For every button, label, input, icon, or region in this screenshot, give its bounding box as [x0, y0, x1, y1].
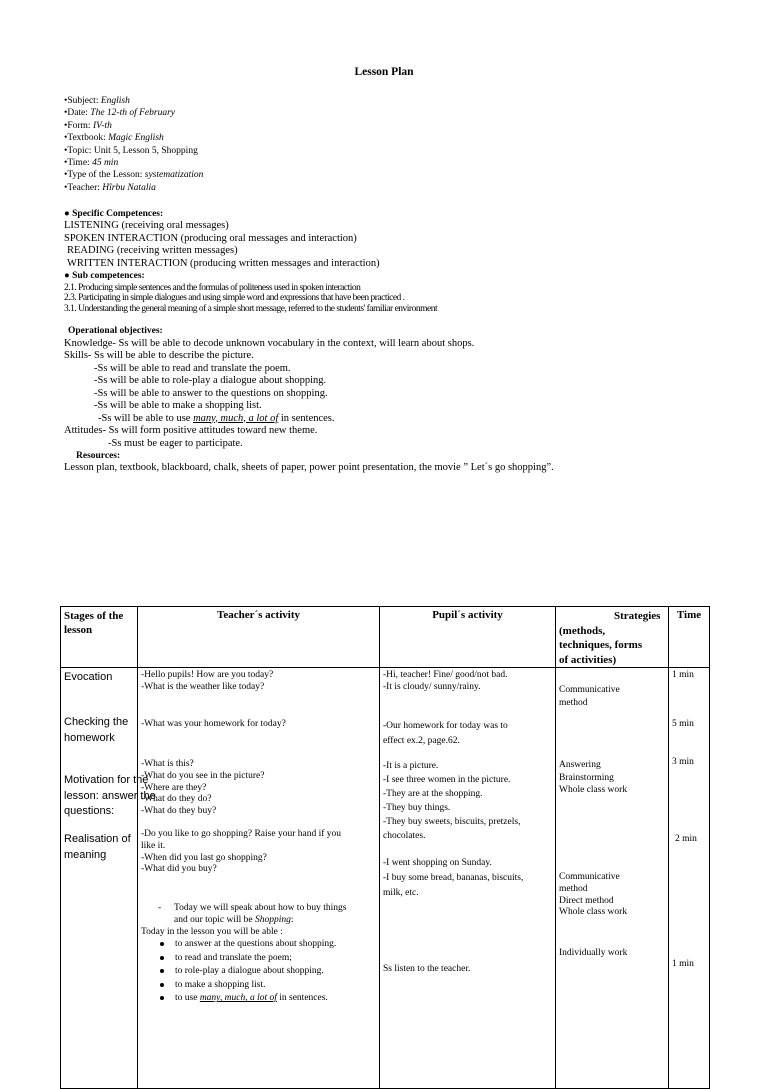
competence-item: READING (receiving written messages) [67, 245, 238, 257]
table-header-row [61, 607, 710, 668]
bullet-dot-icon [160, 956, 164, 960]
teacher-homework: -What was your homework for today? [141, 719, 286, 729]
info-date: •Date: The 12-th of February [64, 108, 175, 119]
objective-skill: -Ss will be able to make a shopping list. [94, 400, 262, 411]
info-subject: •Subject: English [64, 96, 130, 106]
objective-skill: -Ss will be able to answer to the questions on shopping. [94, 387, 328, 399]
header-pupil: Pupil´s activity [380, 607, 556, 668]
sub-competence-item: 2.1. Producing simple sentences and the formulas of politeness used in spoken interaction [64, 282, 361, 293]
pupil-realisation: -I went shopping on Sunday. -I buy some bread, bananas, biscuits, milk, etc. [383, 858, 524, 898]
stage-evocation: Evocation [64, 671, 113, 683]
info-textbook: •Textbook: Magic English [64, 133, 164, 144]
objective-skill-use: -Ss will be able to use many, much, a lot of in sentences. [98, 412, 335, 424]
teacher-goals-list: to answer at the questions about shopping. to read and translate the poem; to role-play a dialogue about shopping. to make a shopping list. to use many, much, a lot of in sentences. [175, 939, 337, 1004]
stage-homework: Checking the homework [64, 716, 129, 744]
sub-competences-heading: ● Sub competences: [64, 271, 145, 281]
header-time: Time [669, 607, 710, 668]
info-form: •Form: IV-th [64, 120, 112, 131]
lesson-stages-table [60, 606, 710, 1089]
bullet-dot-icon [160, 983, 164, 987]
objective-skills: Skills- Ss will be able to describe the picture. [64, 350, 254, 361]
info-topic: •Topic: Unit 5, Lesson 5, Shopping [64, 145, 198, 156]
bullet-dot-icon [160, 996, 164, 1000]
stage-motivation: Motivation for the lesson: answer the questions: [64, 774, 156, 817]
time-value: 2 min [675, 834, 697, 844]
strategy-direct: Communicative method Direct method Whole class work [559, 872, 628, 918]
teacher-today-dash: - [158, 903, 162, 913]
competences-heading: ● Specific Competences: [64, 209, 164, 219]
sub-competence-item: 2.3. Participating in simple dialogues and using simple word and expressions that have been practiced . [64, 293, 405, 303]
objective-attitudes-2: -Ss must be eager to participate. [108, 437, 243, 449]
pupil-motivation: -It is a picture. -I see three women in the picture. -They are at the shopping. -They buy things. -They buy sweets, biscuits, pretzels, chocolates. [383, 761, 521, 841]
objective-skill: -Ss will be able to read and translate the poem. [94, 362, 291, 374]
strategy-individual: Individually work [559, 948, 628, 958]
table-row [61, 668, 710, 1089]
objective-attitudes: Attitudes- Ss will form positive attitudes toward new theme. [64, 425, 318, 436]
page-title: Lesson Plan [354, 66, 414, 78]
header-strategies: Strategies (methods, techniques, forms of activities) [556, 607, 669, 668]
bullet-dot-icon [160, 969, 164, 973]
teacher-today-intro: Today in the lesson you will be able : [141, 926, 283, 937]
bullet-dot-icon: ● [64, 209, 70, 219]
teacher-evocation: -Hello pupils! How are you today? -What is the weather like today? [141, 670, 274, 692]
teacher-realisation: -Do you like to go shopping? Raise your hand if you like it. -When did you last go shopping? -What did you buy? [141, 829, 342, 875]
time-cell [669, 668, 710, 1089]
pupil-homework: -Our homework for today was to effect ex.2, page.62. [383, 721, 508, 746]
pupil-evocation: -Hi, teacher! Fine/ good/not bad. -It is cloudy/ sunny/rainy. [383, 670, 508, 692]
objectives-heading: Operational objectives: [68, 326, 163, 336]
objective-skill: -Ss will be able to role-play a dialogue about shopping. [94, 375, 327, 386]
strategy-answering: Answering Brainstorming Whole class work [559, 760, 628, 795]
sub-competence-item: 3.1. Understanding the general meaning of a simple short message, referred to the students' familiar environment [64, 303, 438, 314]
header-stages: Stages of the lesson [61, 607, 138, 668]
strategies-cell [556, 668, 669, 1089]
resources-heading: Resources: [76, 451, 121, 461]
competence-item: WRITTEN INTERACTION (producing written messages and interaction) [67, 257, 380, 269]
pupil-cell [380, 668, 556, 1089]
stages-cell [61, 668, 156, 1089]
resources-text: Lesson plan, textbook, blackboard, chalk, sheets of paper, power point presentation, the movie ” Let´s go shopping”. [64, 462, 554, 473]
bullet-dot-icon [160, 942, 164, 946]
time-value: 1 min [672, 670, 694, 680]
info-time: •Time: 45 min [64, 158, 119, 168]
teacher-motivation: -What is this? -What do you see in the picture? -Where are they? -What do they do? -What do they buy? [141, 759, 265, 817]
stage-realisation: Realisation of meaning [64, 833, 131, 861]
bullet-dot-icon: ● [64, 271, 70, 281]
objective-knowledge: Knowledge- Ss will be able to decode unknown vocabulary in the context, will learn about shops. [64, 337, 475, 349]
time-value: 5 min [672, 719, 694, 729]
time-value: 1 min [672, 959, 694, 969]
header-teacher: Teacher´s activity [138, 607, 380, 668]
teacher-today-topic: Today we will speak about how to buy things and our topic will be Shopping: [174, 903, 347, 925]
competence-item: SPOKEN INTERACTION (producing oral messages and interaction) [64, 232, 357, 244]
teacher-cell [138, 668, 380, 1089]
info-teacher: •Teacher: Hîrbu Natalia [64, 182, 156, 193]
strategy-communicative: Communicative method [559, 685, 620, 708]
time-value: 3 min [672, 757, 694, 767]
competence-item: LISTENING (receiving oral messages) [64, 220, 229, 231]
pupil-listen: Ss listen to the teacher. [383, 964, 471, 974]
info-type: •Type of the Lesson: systematization [64, 170, 204, 181]
